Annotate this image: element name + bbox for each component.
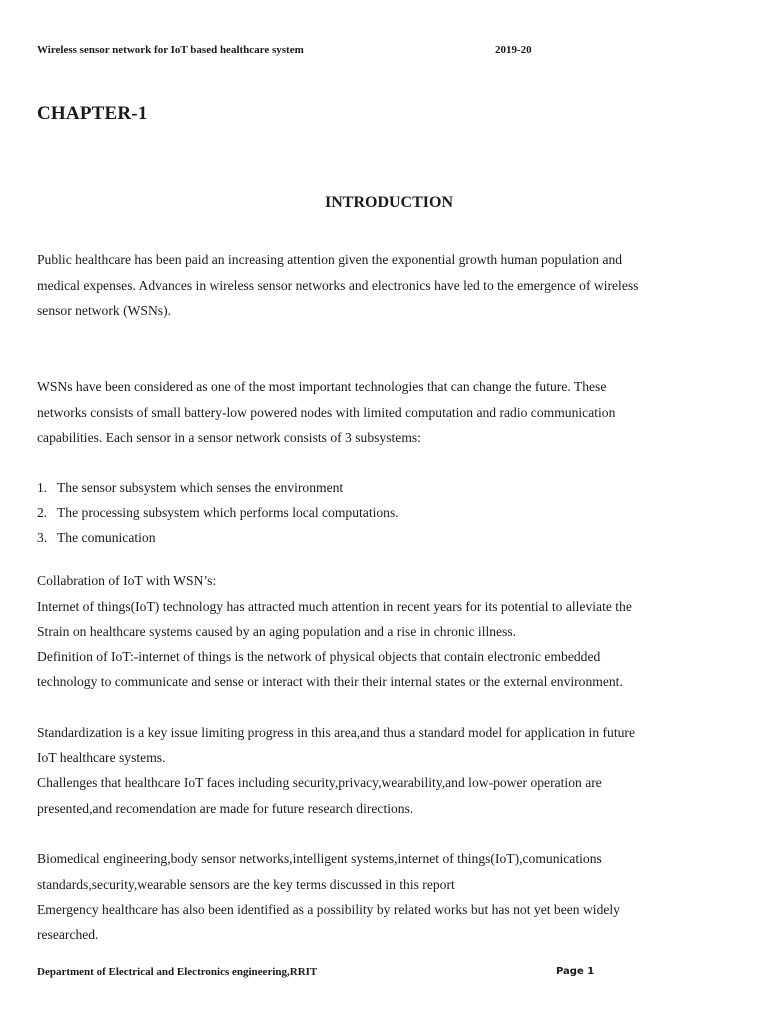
paragraph-line: presented,and recomendation are made for future research directions. bbox=[37, 801, 414, 816]
header-title: Wireless sensor network for IoT based healthcare system bbox=[37, 44, 304, 56]
paragraph-line: technology to communicate and sense or interact with their their internal states or the external environment. bbox=[37, 674, 623, 689]
paragraph-line: Strain on healthcare systems caused by an aging population and a rise in chronic illness. bbox=[37, 624, 517, 639]
paragraph-line: Emergency healthcare has also been identified as a possibility by related works but has not yet been widely bbox=[37, 902, 620, 917]
paragraph-line: Standardization is a key issue limiting progress in this area,and thus a standard model for application in future bbox=[37, 725, 635, 740]
paragraph-line: Public healthcare has been paid an increasing attention given the exponential growth human population and bbox=[37, 252, 623, 267]
paragraph-line: WSNs have been considered as one of the most important technologies that can change the future. These bbox=[37, 379, 607, 394]
paragraph-line: networks consists of small battery-low powered nodes with limited computation and radio communication bbox=[37, 405, 616, 420]
footer-department: Department of Electrical and Electronics engineering,RRIT bbox=[37, 966, 318, 978]
list-item: The comunication bbox=[57, 530, 156, 545]
paragraph-line: Challenges that healthcare IoT faces including security,privacy,wearability,and low-power operation are bbox=[37, 775, 602, 790]
paragraph-line: Definition of IoT:-internet of things is the network of physical objects that contain electronic embedded bbox=[37, 649, 601, 664]
paragraph-line: sensor network (WSNs). bbox=[37, 303, 172, 318]
paragraph-line: Biomedical engineering,body sensor networks,intelligent systems,internet of things(IoT),comunications bbox=[37, 851, 602, 866]
paragraph-line: researched. bbox=[37, 927, 99, 942]
paragraph-line: Collabration of IoT with WSN’s: bbox=[37, 573, 217, 588]
paragraph-line: capabilities. Each sensor in a sensor network consists of 3 subsystems: bbox=[37, 430, 421, 445]
paragraph-line: standards,security,wearable sensors are the key terms discussed in this report bbox=[37, 877, 455, 892]
list-item-number: 3. bbox=[37, 530, 48, 545]
list-item: The sensor subsystem which senses the environment bbox=[57, 480, 344, 495]
list-item: The processing subsystem which performs local computations. bbox=[57, 505, 399, 520]
chapter-title: CHAPTER-1 bbox=[37, 103, 148, 124]
list-item-number: 1. bbox=[37, 480, 48, 495]
paragraph-line: medical expenses. Advances in wireless sensor networks and electronics have led to the emergence of wireless bbox=[37, 278, 639, 293]
page-number: Page 1 bbox=[556, 966, 595, 977]
header-year: 2019-20 bbox=[495, 44, 532, 56]
section-heading: INTRODUCTION bbox=[324, 194, 453, 211]
paragraph-line: Internet of things(IoT) technology has attracted much attention in recent years for its potential to alleviate the bbox=[37, 599, 632, 614]
paragraph-line: IoT healthcare systems. bbox=[37, 750, 166, 765]
list-item-number: 2. bbox=[37, 505, 48, 520]
